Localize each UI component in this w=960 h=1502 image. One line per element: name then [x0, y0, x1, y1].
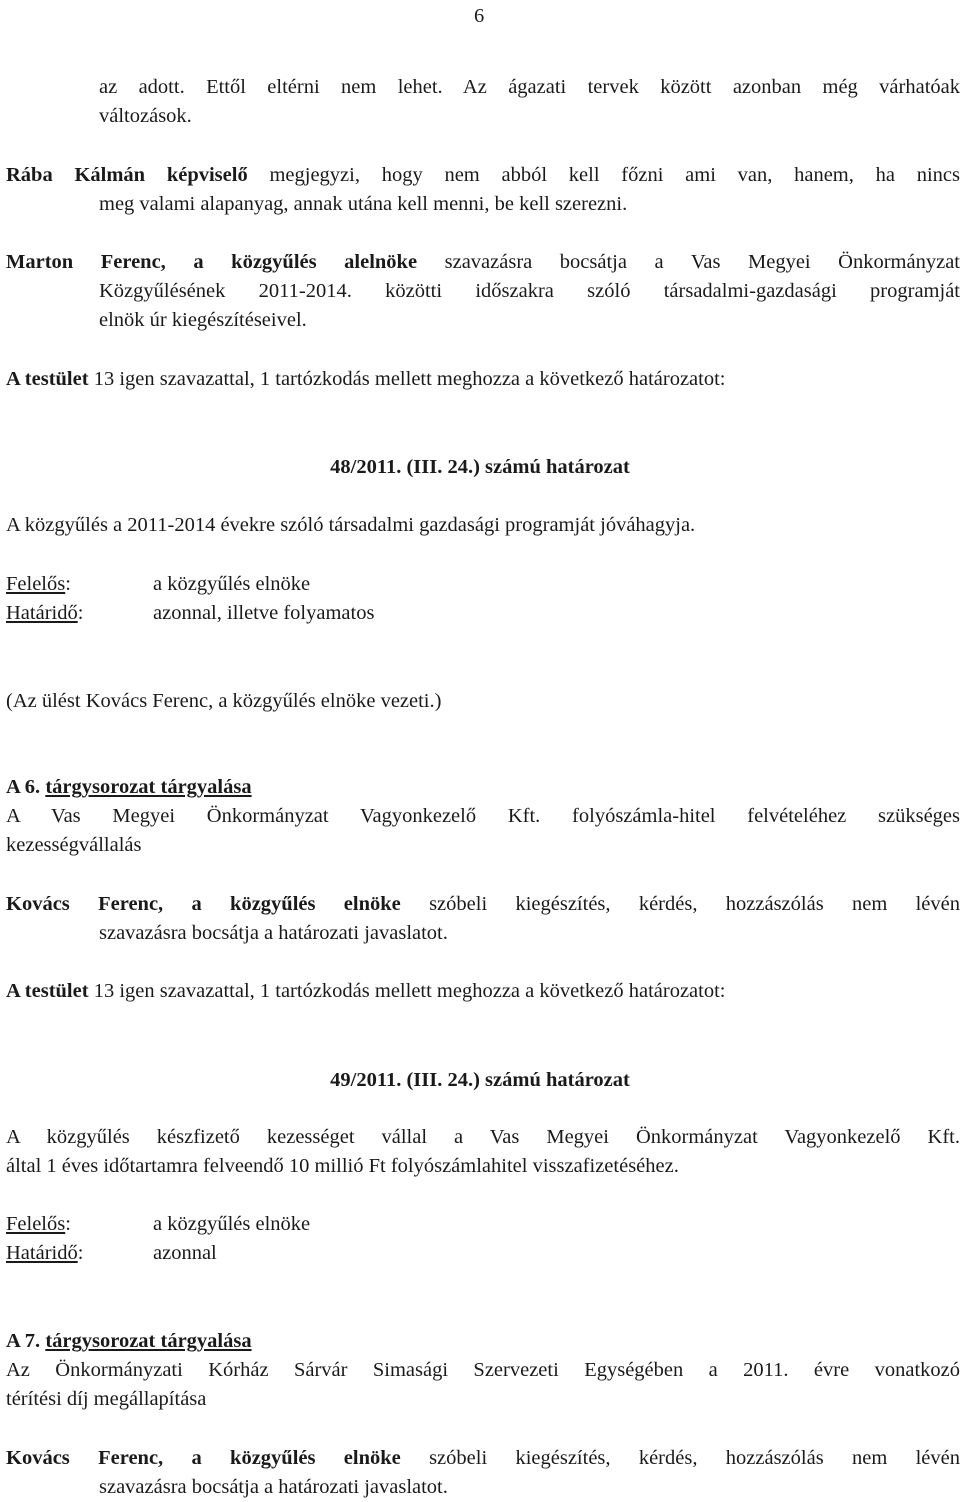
paragraph-line: szavazásra bocsátja a határozati javaslatot.: [99, 1476, 448, 1498]
agenda-subject: Az Önkormányzati Kórház Sárvár Simasági Szervezeti Egységében a 2011. évre vonatkozó: [6, 1359, 960, 1381]
agenda-subject: térítési díj megállapítása: [6, 1388, 207, 1410]
speaker-paragraph: [6, 248, 960, 277]
agenda-number: A 7.: [6, 1330, 41, 1352]
vote-text: 13 igen szavazattal, 1 tartózkodás mellett meghozza a következő határozatot:: [88, 368, 726, 390]
paragraph-line: az adott. Ettől eltérni nem lehet. Az ágazati tervek között azonban még várhatóak: [99, 76, 960, 98]
resolution-text: A közgyűlés készfizető kezességet vállal a Vas Megyei Önkormányzat Vagyonkezelő Kft.: [6, 1126, 960, 1148]
vote-lead: A testület: [6, 980, 89, 1002]
agenda-number: A 6.: [6, 776, 41, 798]
paragraph-line: elnök úr kiegészítéseivel.: [99, 309, 307, 331]
paragraph-line: változások.: [99, 105, 192, 127]
agenda-heading: [6, 1327, 252, 1356]
speech-text: szavazásra bocsátja a Vas Megyei Önkormányzat: [417, 251, 960, 273]
deadline-value: azonnal: [153, 1242, 217, 1264]
speech-text: szóbeli kiegészítés, kérdés, hozzászólás nem lévén: [400, 1447, 960, 1469]
agenda-title: tárgysorozat tárgyalása: [45, 776, 252, 798]
vote-statement: [6, 977, 726, 1006]
deadline-value: azonnal, illetve folyamatos: [153, 602, 375, 624]
agenda-subject: A Vas Megyei Önkormányzat Vagyonkezelő Kft. folyószámla-hitel felvételéhez szükséges: [6, 805, 960, 827]
vote-text: 13 igen szavazattal, 1 tartózkodás mellett meghozza a következő határozatot:: [88, 980, 726, 1002]
speaker-name: Kovács Ferenc, a közgyűlés elnöke: [6, 1447, 401, 1469]
speaker-paragraph: [6, 1444, 960, 1473]
resolution-title: 49/2011. (III. 24.) számú határozat: [330, 1069, 630, 1091]
deadline-label: Határidő:: [6, 602, 84, 624]
vote-lead: A testület: [6, 368, 89, 390]
agenda-heading: [6, 773, 252, 802]
agenda-title: tárgysorozat tárgyalása: [45, 1330, 252, 1352]
speaker-name: Marton Ferenc, a közgyűlés alelnöke: [6, 251, 418, 273]
speaker-paragraph: [6, 161, 960, 190]
resolution-title: 48/2011. (III. 24.) számú határozat: [330, 456, 630, 478]
speech-text: szóbeli kiegészítés, kérdés, hozzászólás nem lévén: [400, 893, 960, 915]
paragraph-line: szavazásra bocsátja a határozati javaslatot.: [99, 922, 448, 944]
vote-statement: [6, 365, 726, 394]
resolution-text: A közgyűlés a 2011-2014 évekre szóló társadalmi gazdasági programját jóváhagyja.: [6, 514, 696, 536]
paragraph-line: Közgyűlésének 2011-2014. közötti időszakra szóló társadalmi-gazdasági programját: [99, 280, 960, 302]
resolution-text: által 1 éves időtartamra felveendő 10 millió Ft folyószámlahitel visszafizetéséhez.: [6, 1155, 679, 1177]
responsible-label: Felelős:: [6, 573, 71, 595]
speech-text: megjegyzi, hogy nem abból kell főzni ami van, hanem, ha nincs: [247, 164, 960, 186]
responsible-value: a közgyűlés elnöke: [153, 573, 311, 595]
page-number: 6: [474, 5, 485, 27]
deadline-label: Határidő:: [6, 1242, 84, 1264]
chair-note: (Az ülést Kovács Ferenc, a közgyűlés elnöke vezeti.): [6, 690, 442, 712]
responsible-label: Felelős:: [6, 1213, 71, 1235]
agenda-subject: kezességvállalás: [6, 834, 142, 856]
speaker-name: Kovács Ferenc, a közgyűlés elnöke: [6, 893, 401, 915]
responsible-value: a közgyűlés elnöke: [153, 1213, 311, 1235]
paragraph-line: meg valami alapanyag, annak utána kell menni, be kell szerezni.: [99, 193, 628, 215]
speaker-name: Rába Kálmán képviselő: [6, 164, 248, 186]
speaker-paragraph: [6, 890, 960, 919]
